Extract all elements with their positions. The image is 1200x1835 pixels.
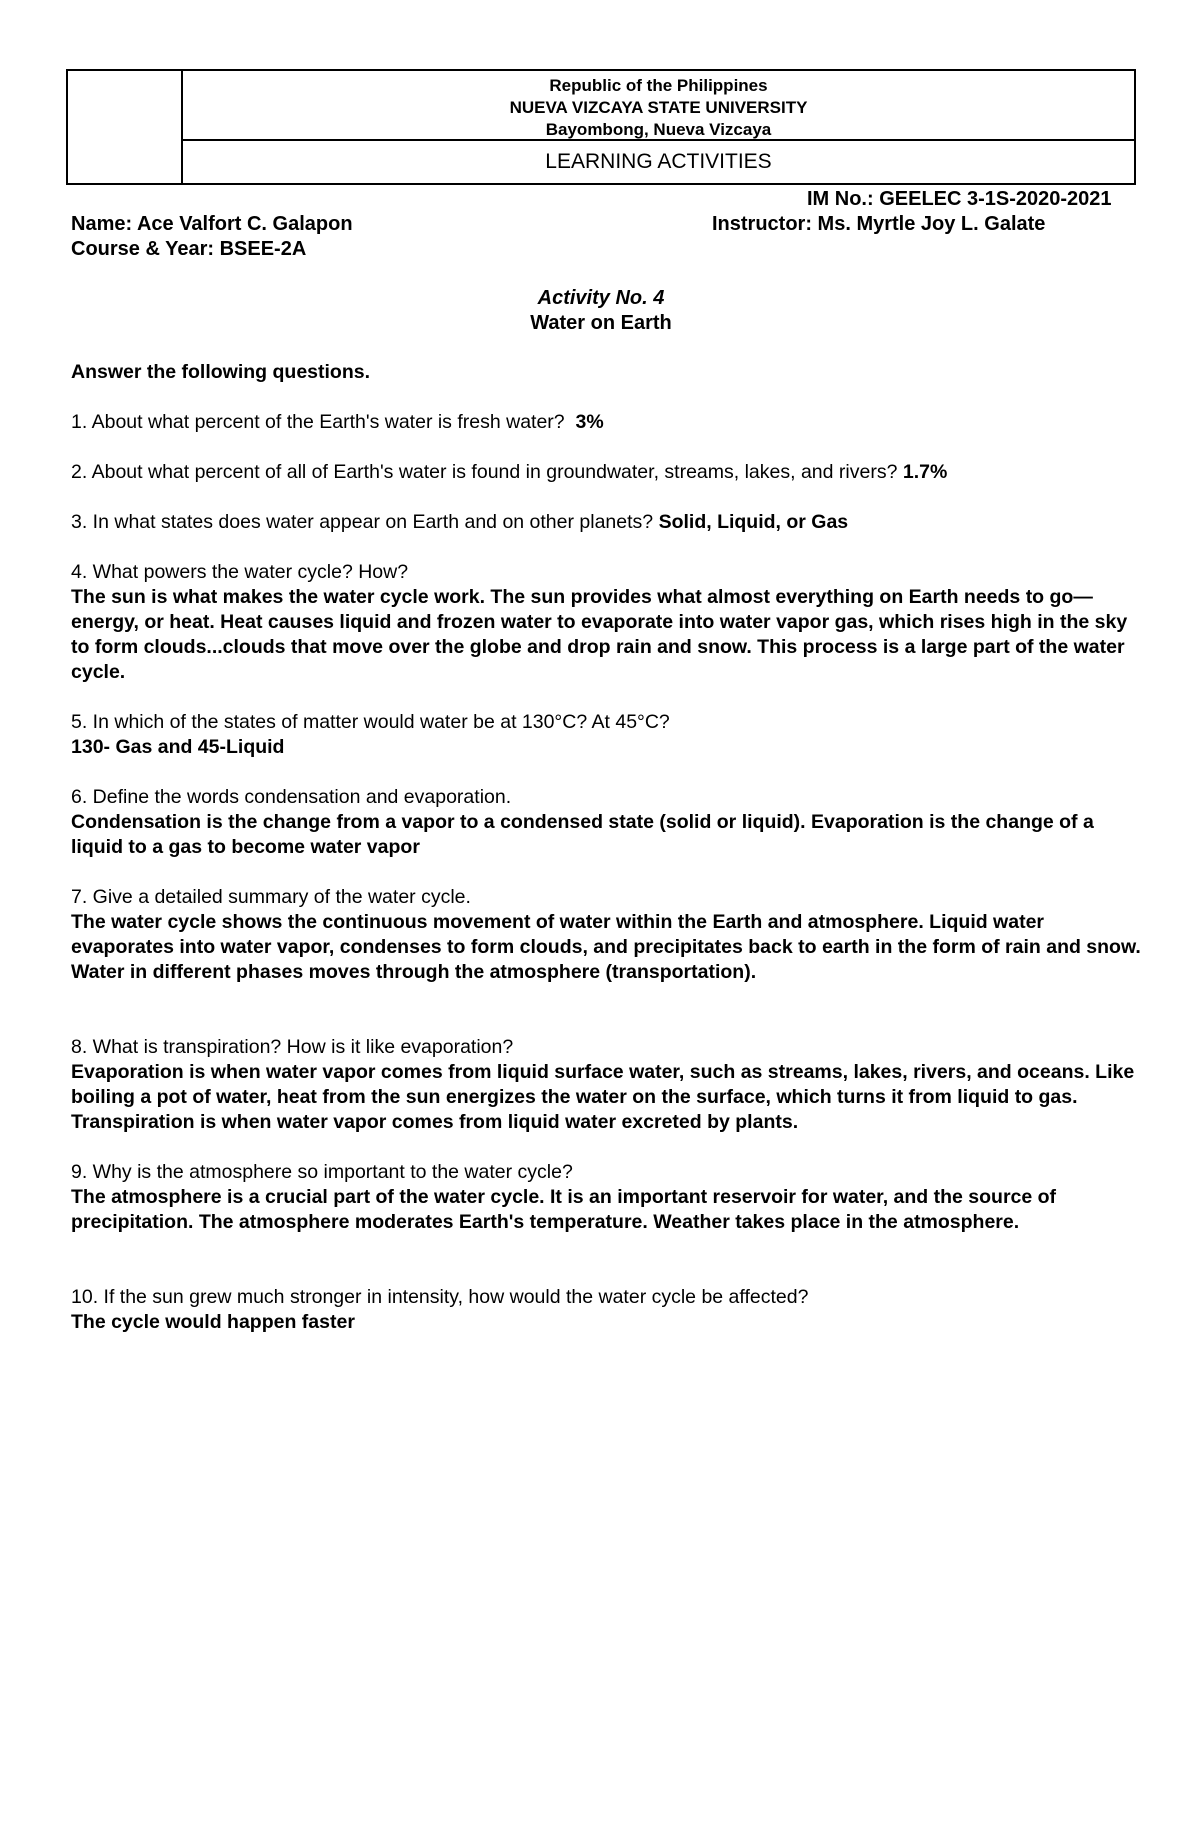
instructions: Answer the following questions. xyxy=(71,361,371,383)
answer-text: The water cycle shows the continuous movement of water within the Earth and atmosphere. Liquid water evaporates into water vapor, condenses to form clouds, and precipitates back to earth in the form of rain and snow. Water in different phases moves through the atmosphere (transportation). xyxy=(71,911,1141,983)
questions-section xyxy=(71,360,1141,1335)
question-text: 5. In which of the states of matter would water be at 130°C? At 45°C? xyxy=(71,711,670,733)
question-item xyxy=(71,560,1141,685)
answer-text: 130- Gas and 45-Liquid xyxy=(71,736,285,758)
university-name: NUEVA VIZCAYA STATE UNIVERSITY xyxy=(509,98,808,117)
question-item xyxy=(71,410,1141,435)
question-text: 1. About what percent of the Earth's water is fresh water? xyxy=(71,411,565,433)
answer-text: The cycle would happen faster xyxy=(71,1311,355,1333)
instructor-name: Instructor: Ms. Myrtle Joy L. Galate xyxy=(712,213,1046,235)
question-text: 6. Define the words condensation and evaporation. xyxy=(71,786,512,808)
university-block xyxy=(183,71,1134,141)
question-item xyxy=(71,510,1141,535)
question-text: 8. What is transpiration? How is it like evaporation? xyxy=(71,1036,514,1058)
question-item xyxy=(71,460,1141,485)
question-item xyxy=(71,710,1141,760)
question-text: 2. About what percent of all of Earth's water is found in groundwater, streams, lakes, and rivers? xyxy=(71,461,898,483)
answer-text: 3% xyxy=(575,411,604,433)
question-text: 7. Give a detailed summary of the water cycle. xyxy=(71,886,471,908)
activity-title: Water on Earth xyxy=(530,312,672,334)
question-text: 10. If the sun grew much stronger in intensity, how would the water cycle be affected? xyxy=(71,1286,809,1308)
answer-text: The sun is what makes the water cycle work. The sun provides what almost everything on Earth needs to go—energy, or heat. Heat causes liquid and frozen water to evaporate into water vapor gas, which rises high in the sky to form clouds...clouds that move over the globe and drop rain and snow. This process is a large part of the water cycle. xyxy=(71,586,1128,683)
logo-cell xyxy=(68,71,183,183)
question-item xyxy=(71,1035,1141,1135)
question-text: 3. In what states does water appear on Earth and on other planets? xyxy=(71,511,654,533)
im-number: IM No.: GEELEC 3-1S-2020-2021 xyxy=(807,188,1112,210)
answer-text: 1.7% xyxy=(902,461,948,483)
question-item xyxy=(71,1285,1141,1335)
question-text: 4. What powers the water cycle? How? xyxy=(71,561,409,583)
question-item xyxy=(71,1160,1141,1235)
header-table xyxy=(66,69,1136,185)
answer-text: Solid, Liquid, or Gas xyxy=(658,511,849,533)
question-item xyxy=(71,885,1141,985)
student-name: Name: Ace Valfort C. Galapon xyxy=(71,213,353,235)
question-text: 9. Why is the atmosphere so important to the water cycle? xyxy=(71,1161,573,1183)
republic-text: Republic of the Philippines xyxy=(549,76,768,95)
document-type: LEARNING ACTIVITIES xyxy=(545,150,772,173)
answer-text: Condensation is the change from a vapor to a condensed state (solid or liquid). Evaporation is the change of a liquid to a gas to become water vapor xyxy=(71,811,1094,858)
university-location: Bayombong, Nueva Vizcaya xyxy=(545,120,772,139)
answer-text: The atmosphere is a crucial part of the water cycle. It is an important reservoir for water, and the source of precipitation. The atmosphere moderates Earth's temperature. Weather takes place in the atmosphere. xyxy=(71,1186,1057,1233)
question-item xyxy=(71,785,1141,860)
course-year: Course & Year: BSEE-2A xyxy=(71,238,307,260)
activity-number: Activity No. 4 xyxy=(537,287,665,309)
answer-text: Evaporation is when water vapor comes from liquid surface water, such as streams, lakes, rivers, and oceans. Like boiling a pot of water, heat from the sun energizes the water on the surface, which turns it from liquid to gas. Transpiration is when water vapor comes from liquid water excreted by plants. xyxy=(71,1061,1135,1133)
